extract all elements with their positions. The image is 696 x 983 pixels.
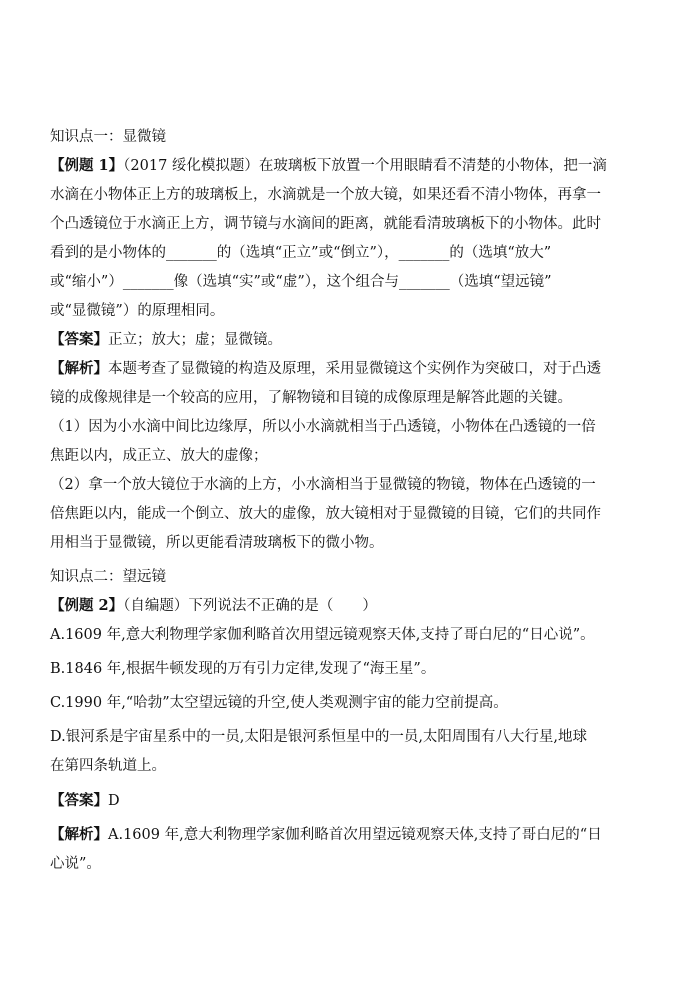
option-b: B.1846 年,根据牛顿发现的万有引力定律,发现了“海王星”。 bbox=[50, 661, 436, 677]
answer1-label: 【答案】 bbox=[50, 331, 108, 348]
answer1-text: 正立；放大；虚；显微镜。 bbox=[108, 332, 282, 348]
option-c: C.1990 年,“哈勃”太空望远镜的升空,使人类观测宇宙的能力空前提高。 bbox=[50, 695, 508, 711]
option-d-line-2: 在第四条轨道上。 bbox=[50, 758, 166, 774]
section-heading-telescope: 知识点二：望远镜 bbox=[50, 569, 166, 585]
example1-line-6: 或“显微镜”）的原理相同。 bbox=[50, 303, 225, 319]
analysis2-line-1 bbox=[50, 826, 650, 844]
example1-line-3: 个凸透镜位于水滴正上方，调节镜与水滴间的距离，就能看清玻璃板下的小物体。此时 bbox=[50, 216, 601, 232]
analysis1-line-2: 镜的成像规律是一个较高的应用，了解物镜和目镜的成像原理是解答此题的关键。 bbox=[50, 390, 572, 406]
example1-line-1 bbox=[50, 157, 650, 175]
example2-text: （自编题）下列说法不正确的是（ ） bbox=[123, 598, 377, 614]
option-a: A.1609 年,意大利物理学家伽利略首次用望远镜观察天体,支持了哥白尼的“日心说”。 bbox=[50, 627, 595, 643]
analysis1-line-5: （2）拿一个放大镜位于水滴的上方，小水滴相当于显微镜的物镜，物体在凸透镜的一 bbox=[50, 477, 596, 493]
example1-line-4: 看到的是小物体的_______的（选填“正立”或“倒立”），_______的（选填“放大” bbox=[50, 245, 552, 261]
analysis1-line-6: 倍焦距以内，能成一个倒立、放大的虚像，放大镜相对于显微镜的目镜，它们的共同作 bbox=[50, 506, 601, 522]
analysis1-line-1 bbox=[50, 360, 650, 378]
analysis1-text: 本题考查了显微镜的构造及原理，采用显微镜这个实例作为突破口，对于凸透 bbox=[108, 361, 601, 377]
answer2-text: D bbox=[108, 793, 120, 809]
analysis1-line-7: 用相当于显微镜，所以更能看清玻璃板下的微小物。 bbox=[50, 535, 384, 551]
answer1 bbox=[50, 331, 650, 349]
analysis1-label: 【解析】 bbox=[50, 360, 108, 377]
analysis1-line-3: （1）因为小水滴中间比边缘厚，所以小水滴就相当于凸透镜，小物体在凸透镜的一倍 bbox=[50, 419, 596, 435]
answer2 bbox=[50, 792, 650, 810]
analysis2-line-2: 心说”。 bbox=[50, 856, 101, 872]
example1-text: （2017 绥化模拟题）在玻璃板下放置一个用眼睛看不清楚的小物体，把一滴 bbox=[123, 158, 607, 174]
analysis2-text: A.1609 年,意大利物理学家伽利略首次用望远镜观察天体,支持了哥白尼的“日 bbox=[108, 827, 602, 843]
example1-line-5: 或“缩小”）_______像（选填“实”或“虚”），这个组合与_______（选填“望远镜” bbox=[50, 274, 552, 290]
example2-label: 【例题 2】 bbox=[50, 597, 124, 614]
analysis2-label: 【解析】 bbox=[50, 826, 108, 843]
option-d-line-1: D.银河系是宇宙星系中的一员,太阳是银河系恒星中的一员,太阳周围有八大行星,地球 bbox=[50, 729, 588, 745]
example2 bbox=[50, 597, 650, 615]
section-heading-microscope: 知识点一：显微镜 bbox=[50, 129, 166, 145]
answer2-label: 【答案】 bbox=[50, 792, 108, 809]
analysis1-line-4: 焦距以内，成正立、放大的虚像； bbox=[50, 448, 268, 464]
example1-line-2: 水滴在小物体正上方的玻璃板上，水滴就是一个放大镜，如果还看不清小物体，再拿一 bbox=[50, 187, 601, 203]
example1-label: 【例题 1】 bbox=[50, 157, 124, 174]
